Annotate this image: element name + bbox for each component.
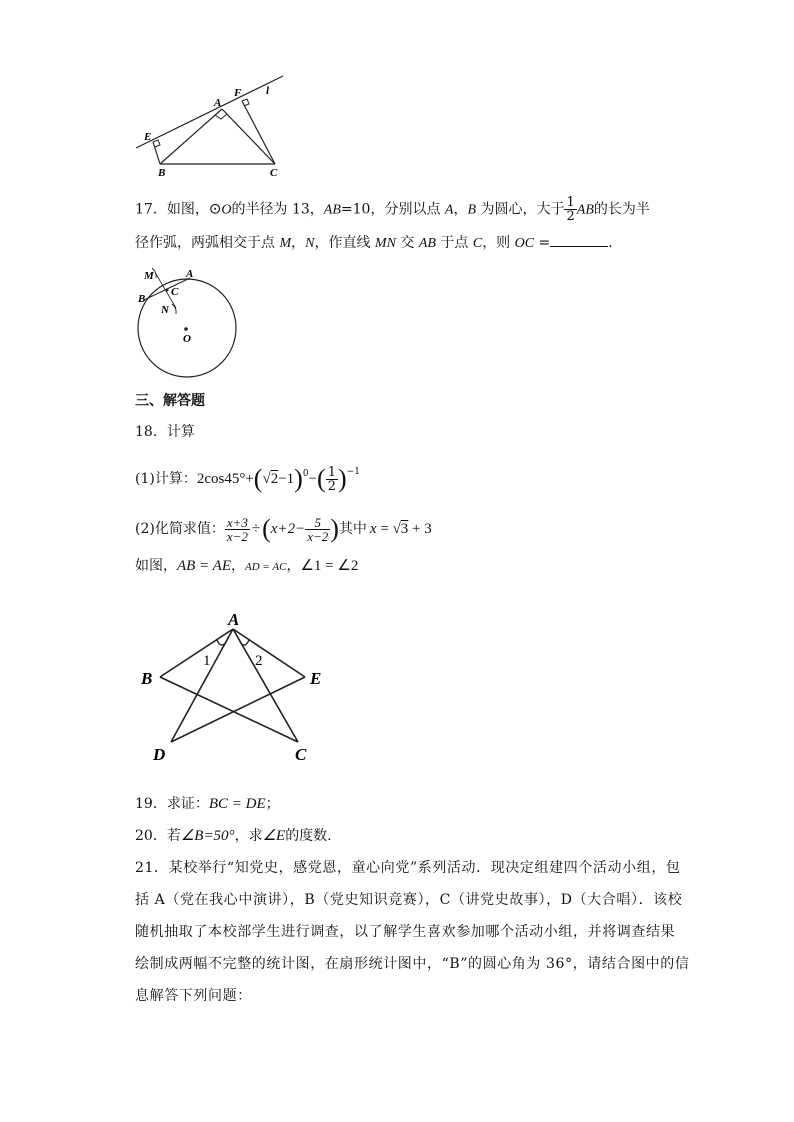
label-l: l: [266, 85, 270, 97]
div-sign: ÷: [251, 521, 261, 537]
segment-AE: [233, 629, 305, 677]
q17-ab: AB: [418, 236, 436, 251]
eq-sign: =: [376, 521, 393, 537]
fraction-x3-x2: [225, 516, 250, 543]
q17-text: 的长为半: [593, 201, 650, 218]
q17-m: M: [279, 236, 292, 251]
segment-AD: [171, 629, 233, 742]
q17-text: ，则: [482, 235, 515, 251]
label-M: M: [144, 270, 154, 282]
segment-BA: [160, 109, 222, 164]
segment-DE: [171, 677, 305, 742]
q20-expr: ∠B=50°: [180, 828, 235, 844]
q19-end: ；: [265, 796, 280, 812]
label-O: O: [183, 333, 191, 345]
label-C: C: [270, 167, 278, 179]
q17-mn: MN: [374, 236, 396, 251]
given-line: [135, 556, 358, 577]
segment-AB: [160, 629, 233, 677]
q19-expr: BC = DE: [208, 796, 266, 812]
question-21-line-4: 绘制成两幅不完整的统计图，在扇形统计图中，“B”的圆心角为 36°，请结合图中的信: [135, 956, 690, 972]
segment-AC: [222, 109, 275, 164]
figure-17-diagram: [130, 262, 245, 382]
sqrt-arg: 3: [400, 521, 409, 537]
q17-ab: AB: [576, 202, 594, 218]
expr-mid: x+2−: [270, 521, 306, 537]
paren-right: ): [338, 464, 347, 493]
angle-arc-1: [217, 640, 226, 645]
q17-dot: .: [608, 235, 613, 251]
q20-expr2: ∠E: [262, 828, 286, 844]
q17-text: ，作直线: [314, 235, 375, 251]
fraction-half: [326, 466, 338, 493]
label-A: A: [214, 97, 222, 109]
frac-den: 2: [327, 478, 336, 494]
frac-num: 5: [305, 516, 330, 530]
given-sep: ，: [231, 558, 246, 574]
q17-oc: OC: [514, 236, 535, 251]
paren-left: (: [253, 464, 263, 493]
label-E: E: [310, 669, 322, 688]
q17-text: 交: [395, 235, 419, 251]
q17-text: 的半径为 13，: [231, 201, 324, 218]
point-C: [166, 289, 169, 292]
label-D: D: [153, 745, 166, 764]
q17-eq: =: [534, 235, 551, 251]
answer-blank[interactable]: [550, 232, 608, 247]
q17-c: C: [472, 236, 483, 251]
sqrt-arg: 2: [270, 471, 279, 487]
section-title: 三、解答题: [135, 393, 205, 409]
paren-right: ): [330, 514, 339, 543]
question-17-line-2: [135, 232, 613, 254]
paren-right: ): [294, 464, 303, 493]
question-17-line-1: [135, 196, 650, 223]
question-18-title: 18．计算: [135, 424, 195, 440]
question-21-line-5: 息解答下列问题：: [135, 988, 252, 1004]
given-ad-ac: AD = AC: [245, 561, 287, 573]
fraction-one-half: [564, 196, 576, 223]
expr-minus-one: −1: [278, 471, 295, 487]
label-B: B: [138, 293, 146, 305]
q17-o: O: [221, 202, 232, 218]
question-21-line-1: 21．某校举行“知党史，感党恩，童心向党”系列活动．现决定组建四个活动小组，包: [135, 860, 681, 876]
label-E: E: [144, 131, 152, 143]
expr-minus: −: [308, 471, 318, 487]
question-21-line-3: 随机抽取了本校部学生进行调查，以了解学生喜欢参加哪个活动小组，并将调查结果: [135, 924, 676, 940]
figure-16-diagram: [130, 70, 300, 180]
point-O: [184, 327, 188, 331]
part-label: (1)计算：: [135, 471, 197, 487]
expr-cos: 2cos45°+: [196, 471, 254, 487]
paren-left: (: [262, 514, 271, 543]
q17-n: N: [305, 236, 315, 251]
question-19: [135, 794, 280, 814]
question-21-line-2: 括 A（党在我心中演讲），B（党史知识竞赛），C（讲党史故事），D（大合唱）．该校: [135, 892, 683, 908]
exponent-zero: 0: [302, 469, 309, 479]
segment-BC: [160, 677, 298, 742]
label-B: B: [141, 669, 153, 688]
question-18-part-1: [135, 462, 360, 496]
plus-three: + 3: [408, 521, 432, 537]
q17-text: =10，分别以点: [340, 201, 445, 218]
given-sep: ，: [286, 558, 301, 574]
exponent-neg-one: −1: [346, 467, 360, 477]
q20-end: 的度数.: [285, 828, 332, 844]
q20-mid: ，求: [234, 828, 263, 844]
label-N: N: [161, 304, 169, 316]
frac-num: 1: [566, 195, 575, 210]
frac-den: 2: [566, 209, 575, 224]
question-20: [135, 826, 332, 846]
q19-number: 19．求证：: [135, 796, 209, 812]
q17-ab: AB: [323, 202, 341, 218]
frac-num: x+3: [226, 514, 248, 530]
part-label: (2)化简求值：: [135, 521, 225, 537]
frac-num: 1: [327, 464, 336, 480]
given-angles: ∠1 = ∠2: [300, 558, 359, 574]
fraction-5-x2: [305, 516, 330, 543]
q17-a: A: [444, 202, 454, 218]
label-C: C: [171, 286, 179, 298]
q17-b: B: [467, 202, 477, 218]
circle-symbol: ⊙: [208, 201, 222, 218]
given-text: 如图，: [135, 558, 177, 574]
frac-den: x−2: [226, 528, 248, 544]
paren-left: (: [317, 464, 326, 493]
right-angle-A: [215, 114, 227, 119]
label-B: B: [158, 167, 166, 179]
where-text: 其中: [338, 521, 367, 537]
label-angle-2: 2: [255, 653, 263, 669]
q17-number: 17．: [135, 201, 167, 218]
label-C: C: [295, 745, 307, 764]
given-ab-ae: AB = AE: [177, 558, 232, 574]
q20-number: 20．若: [135, 828, 181, 844]
question-18-part-2: [135, 512, 432, 546]
frac-den: x−2: [307, 528, 329, 544]
sqrt-expr: √3: [392, 521, 409, 537]
label-angle-1: 1: [203, 653, 211, 669]
var-x: x: [369, 521, 377, 537]
q17-text: 于点: [435, 235, 473, 251]
label-A: A: [186, 268, 194, 280]
sqrt-expr: √2: [262, 471, 279, 487]
segment-CF: [242, 101, 275, 164]
q17-text: 如图，: [166, 201, 209, 218]
q17-text: 为圆心，大于: [476, 201, 565, 218]
label-F: F: [234, 87, 242, 99]
q17-sep: ，: [291, 235, 306, 251]
q17-text: 径作弧，两弧相交于点: [135, 235, 280, 251]
q17-sep: ，: [453, 201, 468, 218]
figure-19-diagram: [135, 605, 335, 770]
label-A: A: [228, 610, 240, 629]
